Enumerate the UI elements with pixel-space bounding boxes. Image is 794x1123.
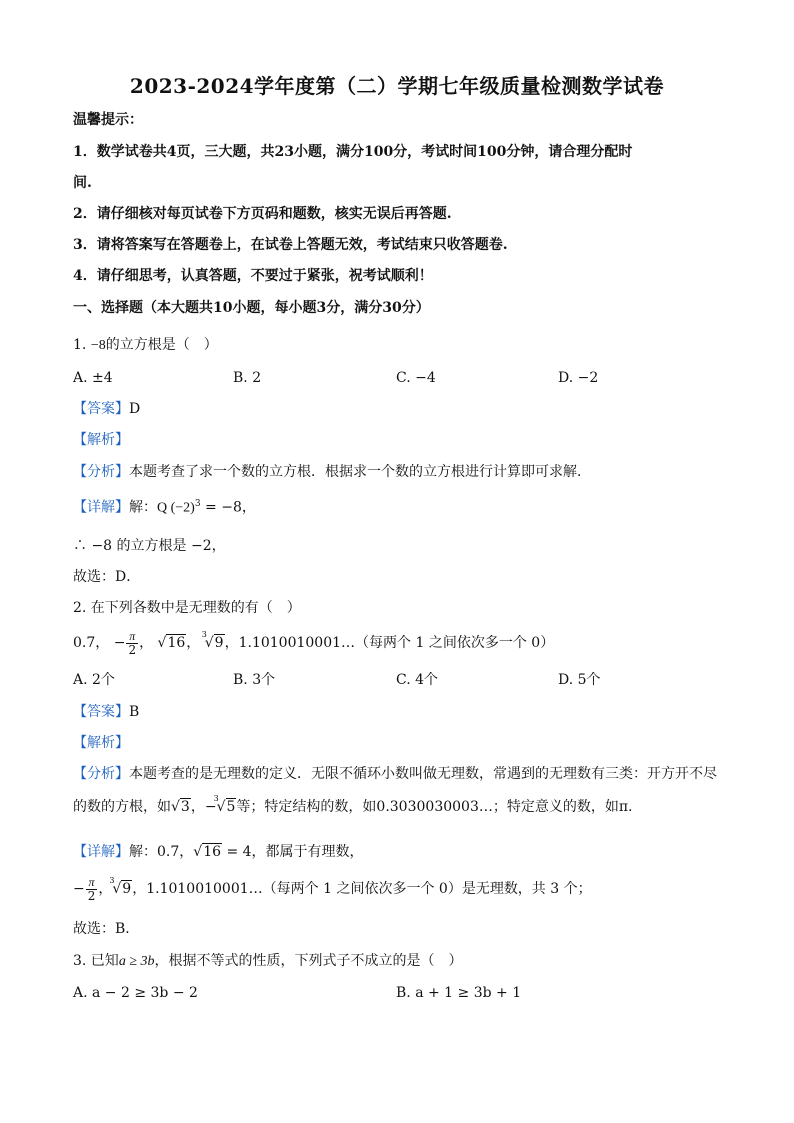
sqrt-sign-icon: √	[193, 844, 203, 860]
answer-tag: 【答案】	[73, 704, 129, 720]
tip-3: 3．请将答案写在答题卷上，在试卷上答题无效，考试结束只收答题卷.	[73, 237, 508, 253]
question-1	[73, 338, 218, 353]
q2-sqrt-3: √3	[171, 799, 190, 815]
q1-detail-math: Q (−2)	[157, 500, 195, 516]
sqrt-sign-icon: √	[171, 799, 180, 815]
q3-stem-a: 3. 已知	[73, 953, 119, 969]
q2-option-d: D. 5个	[558, 672, 601, 688]
q3-stem-math: a ≥ 3b	[118, 954, 155, 969]
q1-expr: −8	[90, 338, 106, 353]
q2-minus: −	[113, 635, 126, 652]
q2-detail-line2	[73, 876, 592, 902]
q2-sep-2: ，	[186, 635, 201, 652]
q1-stem: 的立方根是（ ）	[105, 337, 218, 353]
q2-detail-sep: ，	[98, 881, 113, 898]
q2-sep-1: ，	[139, 635, 154, 652]
fenxi-tag: 【分析】	[73, 766, 129, 782]
sqrt-sign-icon: √	[157, 635, 167, 652]
q2-detail-fraction-pi-2: $\frac{\pi}{2}$	[87, 875, 96, 903]
q1-analysis-tag: 【解析】	[73, 432, 129, 448]
q3-stem-b: ，根据不等式的性质，下列式子不成立的是（ ）	[154, 953, 463, 969]
q2-fenxi-2b: ，−	[190, 799, 217, 815]
q2-fraction-pi-2	[126, 630, 138, 656]
q1-option-a: A. ±4	[73, 370, 113, 386]
q1-answer	[73, 402, 140, 416]
q1-detail-rest: = −8，	[200, 499, 256, 516]
section-heading: 一、选择题（本大题共10小题，每小题3分，满分30分）	[73, 300, 430, 316]
tip-2: 2．请仔细核对每页试卷下方页码和题数，核实无误后再答题.	[73, 206, 452, 222]
question-3	[73, 954, 463, 969]
q2-sqrt-16: √16	[157, 635, 186, 652]
q2-detail-1a: 解：0.7，	[129, 844, 194, 860]
tip-4: 4．请仔细思考，认真答题，不要过于紧张，祝考试顺利！	[73, 268, 433, 284]
q3-option-b: B. a + 1 ≥ 3b + 1	[396, 985, 522, 1001]
q2-answer	[73, 705, 139, 719]
q1-fenxi	[73, 465, 591, 479]
q1-detail-line2: ∴ −8 的立方根是 −2，	[73, 538, 226, 554]
q2-option-b: B. 3个	[233, 672, 276, 688]
q1-fenxi-text: 本题考查了求一个数的立方根．根据求一个数的立方根进行计算即可求解．	[129, 464, 591, 480]
q2-fenxi-line2	[73, 794, 633, 815]
page-title: 2023-2024学年度第（二）学期七年级质量检测数学试卷	[129, 74, 665, 98]
q2-detail-minus: −	[73, 881, 85, 898]
q3-option-a: A. a − 2 ≥ 3b − 2	[73, 985, 198, 1001]
q2-detail-line1	[73, 845, 364, 859]
q2-detail-sqrt-16: √16	[193, 844, 222, 860]
q2-pi: π	[126, 630, 138, 644]
q2-detail-cbrt-9: 3 √9	[109, 876, 132, 898]
q2-option-a: A. 2个	[73, 672, 115, 688]
q2-fenxi-2a: 的数的方根，如	[73, 799, 171, 815]
q2-two: 2	[128, 642, 137, 657]
q2-analysis-tag: 【解析】	[73, 735, 129, 751]
detail-tag: 【详解】	[73, 844, 129, 860]
q1-number: 1.	[73, 337, 87, 353]
detail-tag: 【详解】	[73, 499, 129, 516]
q2-answer-value: B	[129, 704, 140, 720]
q2-option-c: C. 4个	[396, 672, 439, 688]
q2-nums-a: 0.7，	[73, 635, 110, 652]
q1-option-b: B. 2	[233, 370, 262, 386]
q1-detail-prefix: 解：	[129, 499, 157, 516]
fenxi-tag: 【分析】	[73, 464, 129, 480]
q2-fenxi-line1	[73, 767, 717, 781]
cbrt-sign-icon: √	[112, 881, 122, 898]
q2-nums-b: ，1.1010010001…（每两个 1 之间依次多一个 0）	[224, 635, 555, 652]
cbrt-sign-icon: √	[204, 635, 214, 652]
cbrt-sign-icon: √	[216, 799, 226, 815]
q1-detail-exp: 3	[194, 499, 201, 509]
question-2: 2. 在下列各数中是无理数的有（ ）	[73, 600, 301, 616]
q2-fenxi-2c: 等；特定结构的数，如0.3030030003…；特定意义的数，如π.	[236, 799, 633, 815]
q2-fenxi-text-1: 本题考查的是无理数的定义．无限不循环小数叫做无理数，常遇到的无理数有三类：开方开不尽	[129, 766, 717, 782]
q1-option-c: C. −4	[396, 370, 436, 386]
answer-tag: 【答案】	[73, 401, 129, 417]
q2-numbers	[73, 630, 554, 656]
q2-cbrt-5: 3 √5	[213, 794, 236, 815]
tips-heading: 温馨提示：	[73, 112, 143, 128]
q2-detail-2: ，1.1010010001…（每两个 1 之间依次多一个 0）是无理数，共 3 个；	[132, 881, 592, 898]
q1-option-d: D. −2	[558, 370, 599, 386]
q1-detail	[73, 500, 256, 516]
q2-cbrt-9: 3 √9	[201, 630, 224, 652]
q1-answer-value: D	[129, 401, 141, 417]
tip-1-cont: 间.	[73, 175, 92, 191]
q2-detail-1b: = 4，都属于有理数，	[222, 844, 364, 860]
q1-choice: 故选：D．	[73, 569, 141, 585]
q2-choice: 故选：B．	[73, 921, 140, 937]
tip-1: 1．数学试卷共4页，三大题，共23小题，满分100分，考试时间100分钟，请合理分配时	[73, 144, 633, 160]
